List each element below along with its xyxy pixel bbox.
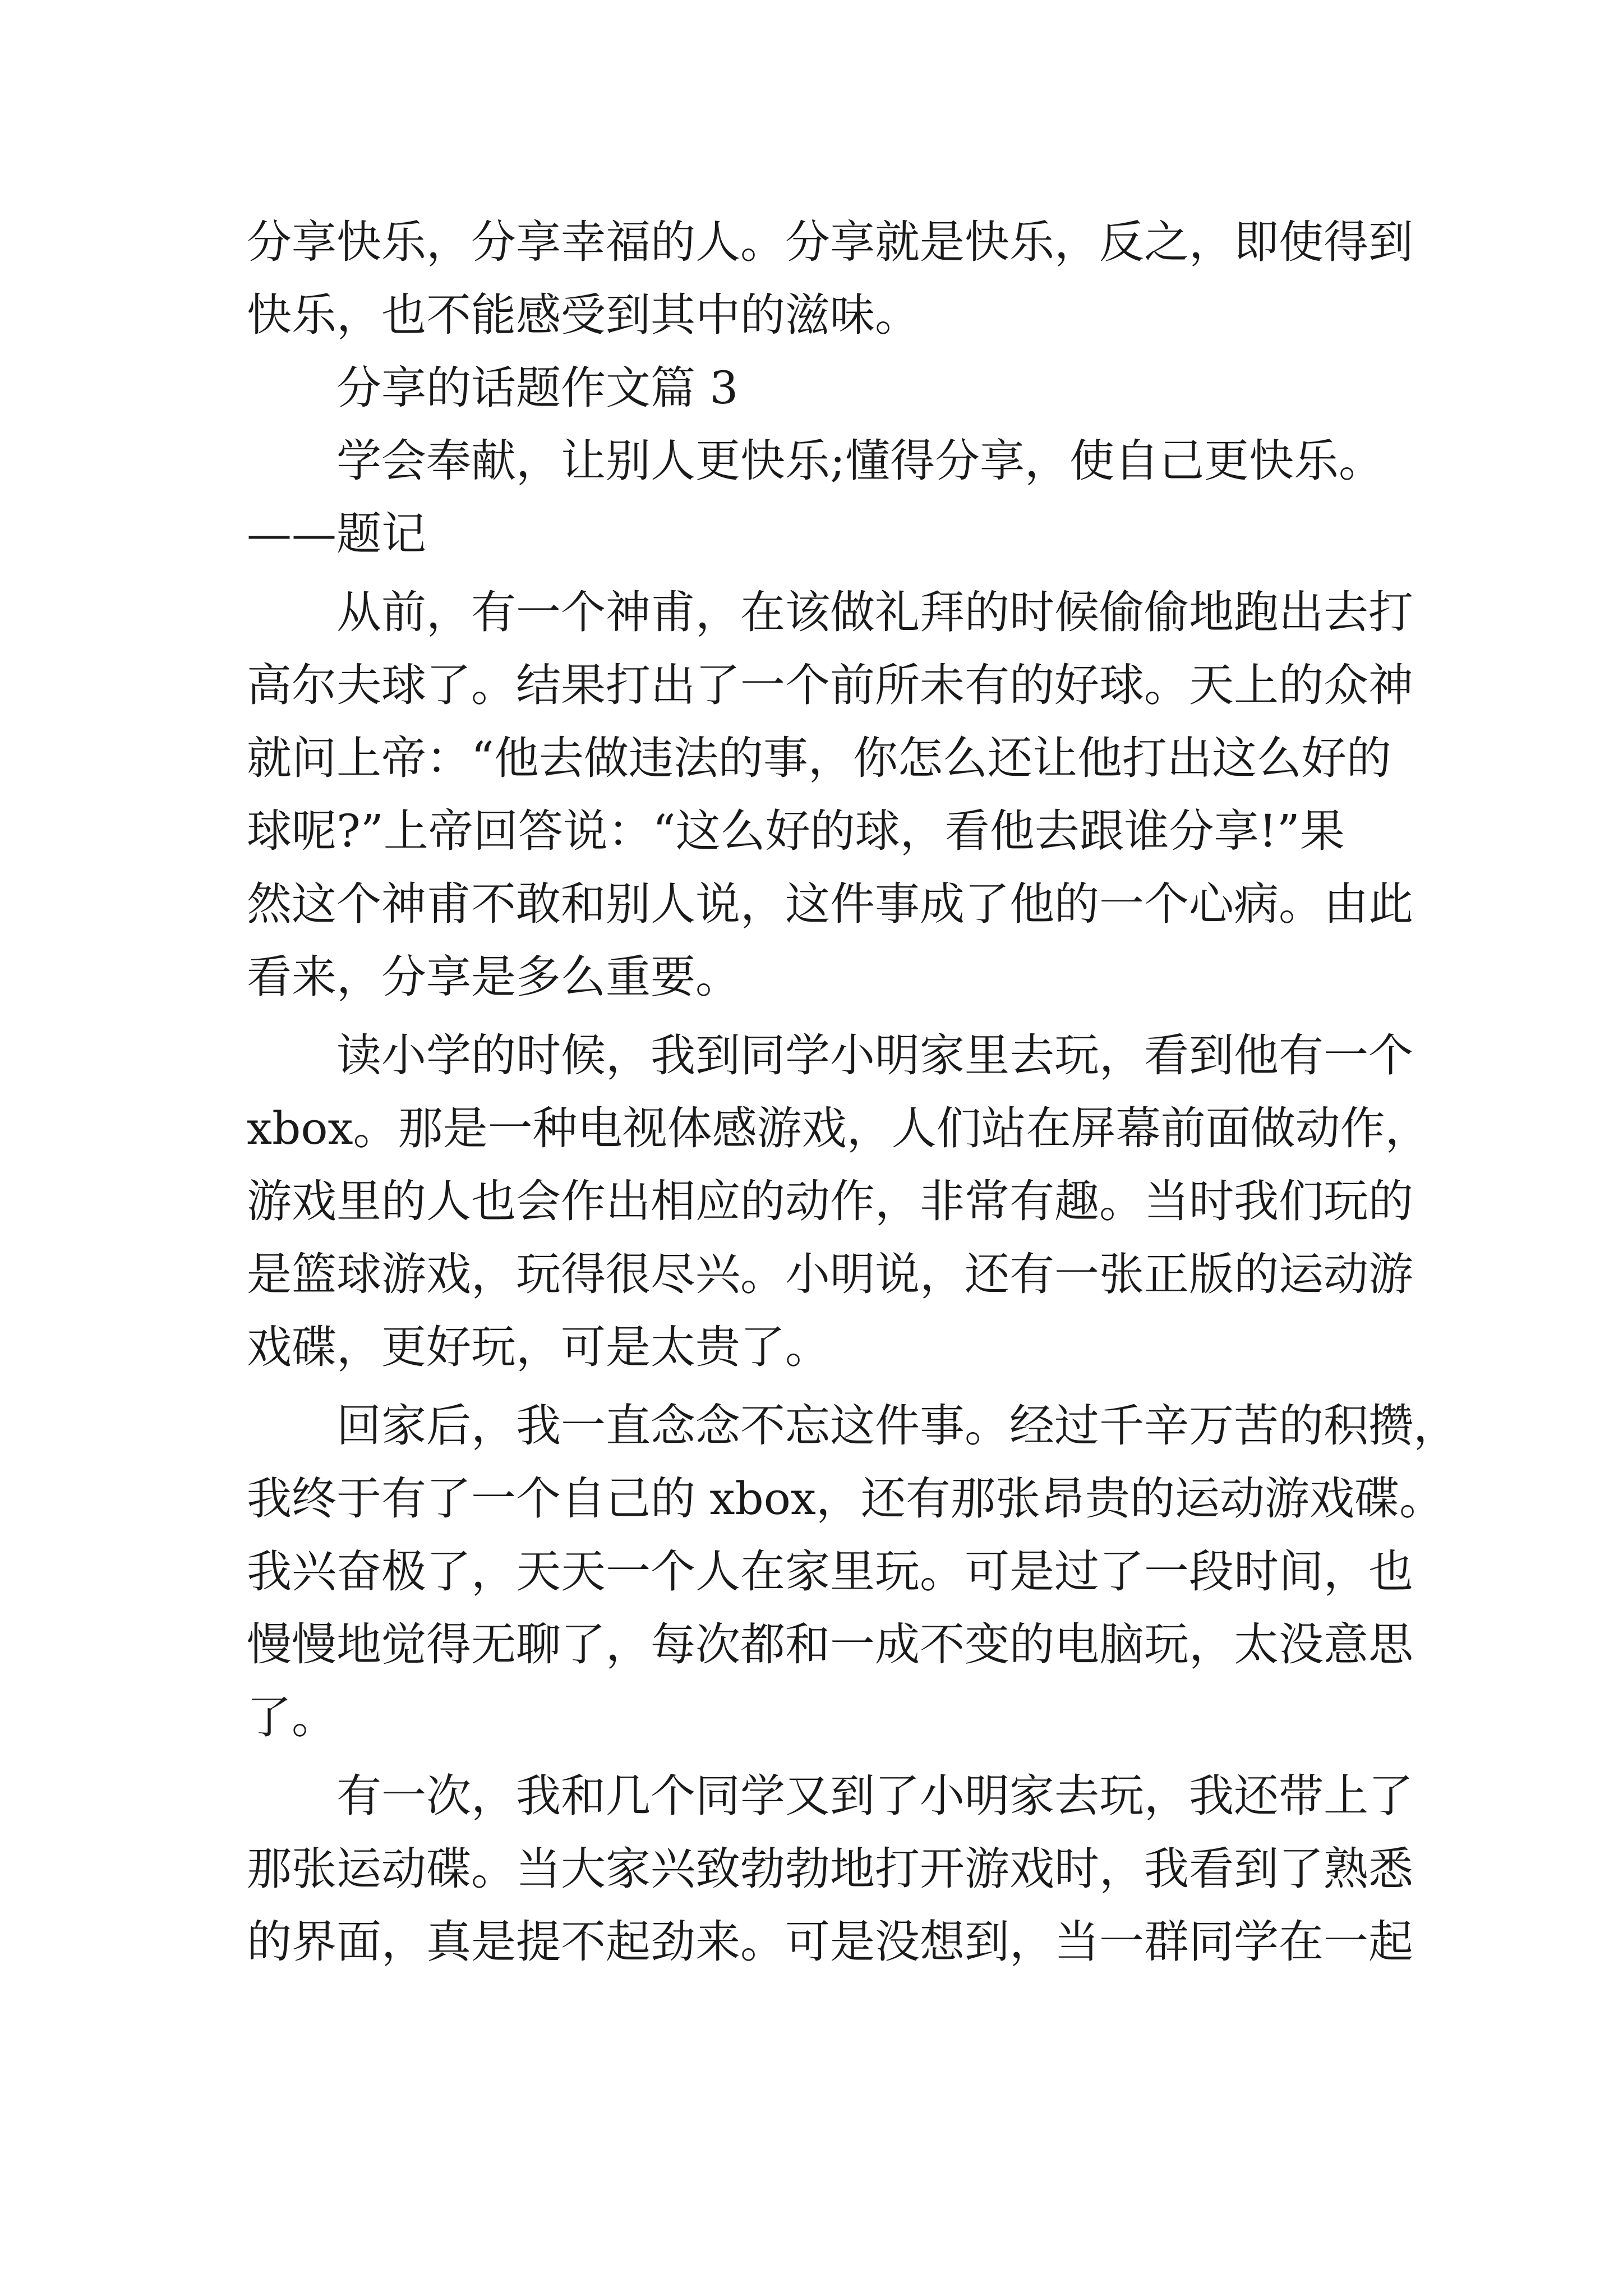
text-line: xbox。那是一种电视体感游戏，人们站在屏幕前面做动作， bbox=[247, 1102, 1430, 1154]
text-line: 是篮球游戏，玩得很尽兴。小明说，还有一张正版的运动游 bbox=[247, 1248, 1413, 1300]
text-line: 读小学的时候，我到同学小明家里去玩，看到他有一个 bbox=[336, 1029, 1413, 1082]
text-line: 慢慢地觉得无聊了，每次都和一成不变的电脑玩，太没意思 bbox=[247, 1618, 1413, 1671]
text-line: 分享快乐，分享幸福的人。分享就是快乐，反之，即使得到 bbox=[247, 216, 1413, 268]
text-line: 的界面，真是提不起劲来。可是没想到，当一群同学在一起 bbox=[247, 1916, 1413, 1968]
text-line: 我终于有了一个自己的 xbox，还有那张昂贵的运动游戏碟。 bbox=[247, 1473, 1445, 1525]
text-line: 高尔夫球了。结果打出了一个前所未有的好球。天上的众神 bbox=[247, 659, 1413, 711]
text-line: 然这个神甫不敢和别人说，这件事成了他的一个心病。由此 bbox=[247, 878, 1413, 930]
text-line: 那张运动碟。当大家兴致勃勃地打开游戏时，我看到了熟悉 bbox=[247, 1843, 1413, 1895]
epigraph-attribution: ——题记 bbox=[247, 508, 426, 560]
text-line: 从前，有一个神甫，在该做礼拜的时候偷偷地跑出去打 bbox=[336, 586, 1413, 638]
text-line: 看来，分享是多么重要。 bbox=[247, 951, 740, 1003]
text-line: 了。 bbox=[247, 1691, 336, 1743]
epigraph-line: 学会奉献，让别人更快乐;懂得分享，使自己更快乐。 bbox=[336, 435, 1384, 487]
text-line: 快乐，也不能感受到其中的滋味。 bbox=[247, 289, 920, 341]
section-heading: 分享的话题作文篇 3 bbox=[336, 362, 739, 414]
text-line: 就问上帝：“他去做违法的事，你怎么还让他打出这么好的 bbox=[247, 732, 1391, 784]
text-line: 游戏里的人也会作出相应的动作，非常有趣。当时我们玩的 bbox=[247, 1175, 1413, 1227]
text-line: 回家后，我一直念念不忘这件事。经过千辛万苦的积攒， bbox=[336, 1400, 1458, 1452]
text-line: 戏碟，更好玩，可是太贵了。 bbox=[247, 1321, 830, 1373]
text-line: 我兴奋极了，天天一个人在家里玩。可是过了一段时间，也 bbox=[247, 1545, 1413, 1598]
text-line: 有一次，我和几个同学又到了小明家去玩，我还带上了 bbox=[336, 1770, 1413, 1822]
text-line: 球呢?”上帝回答说：“这么好的球，看他去跟谁分享!”果 bbox=[247, 805, 1345, 857]
